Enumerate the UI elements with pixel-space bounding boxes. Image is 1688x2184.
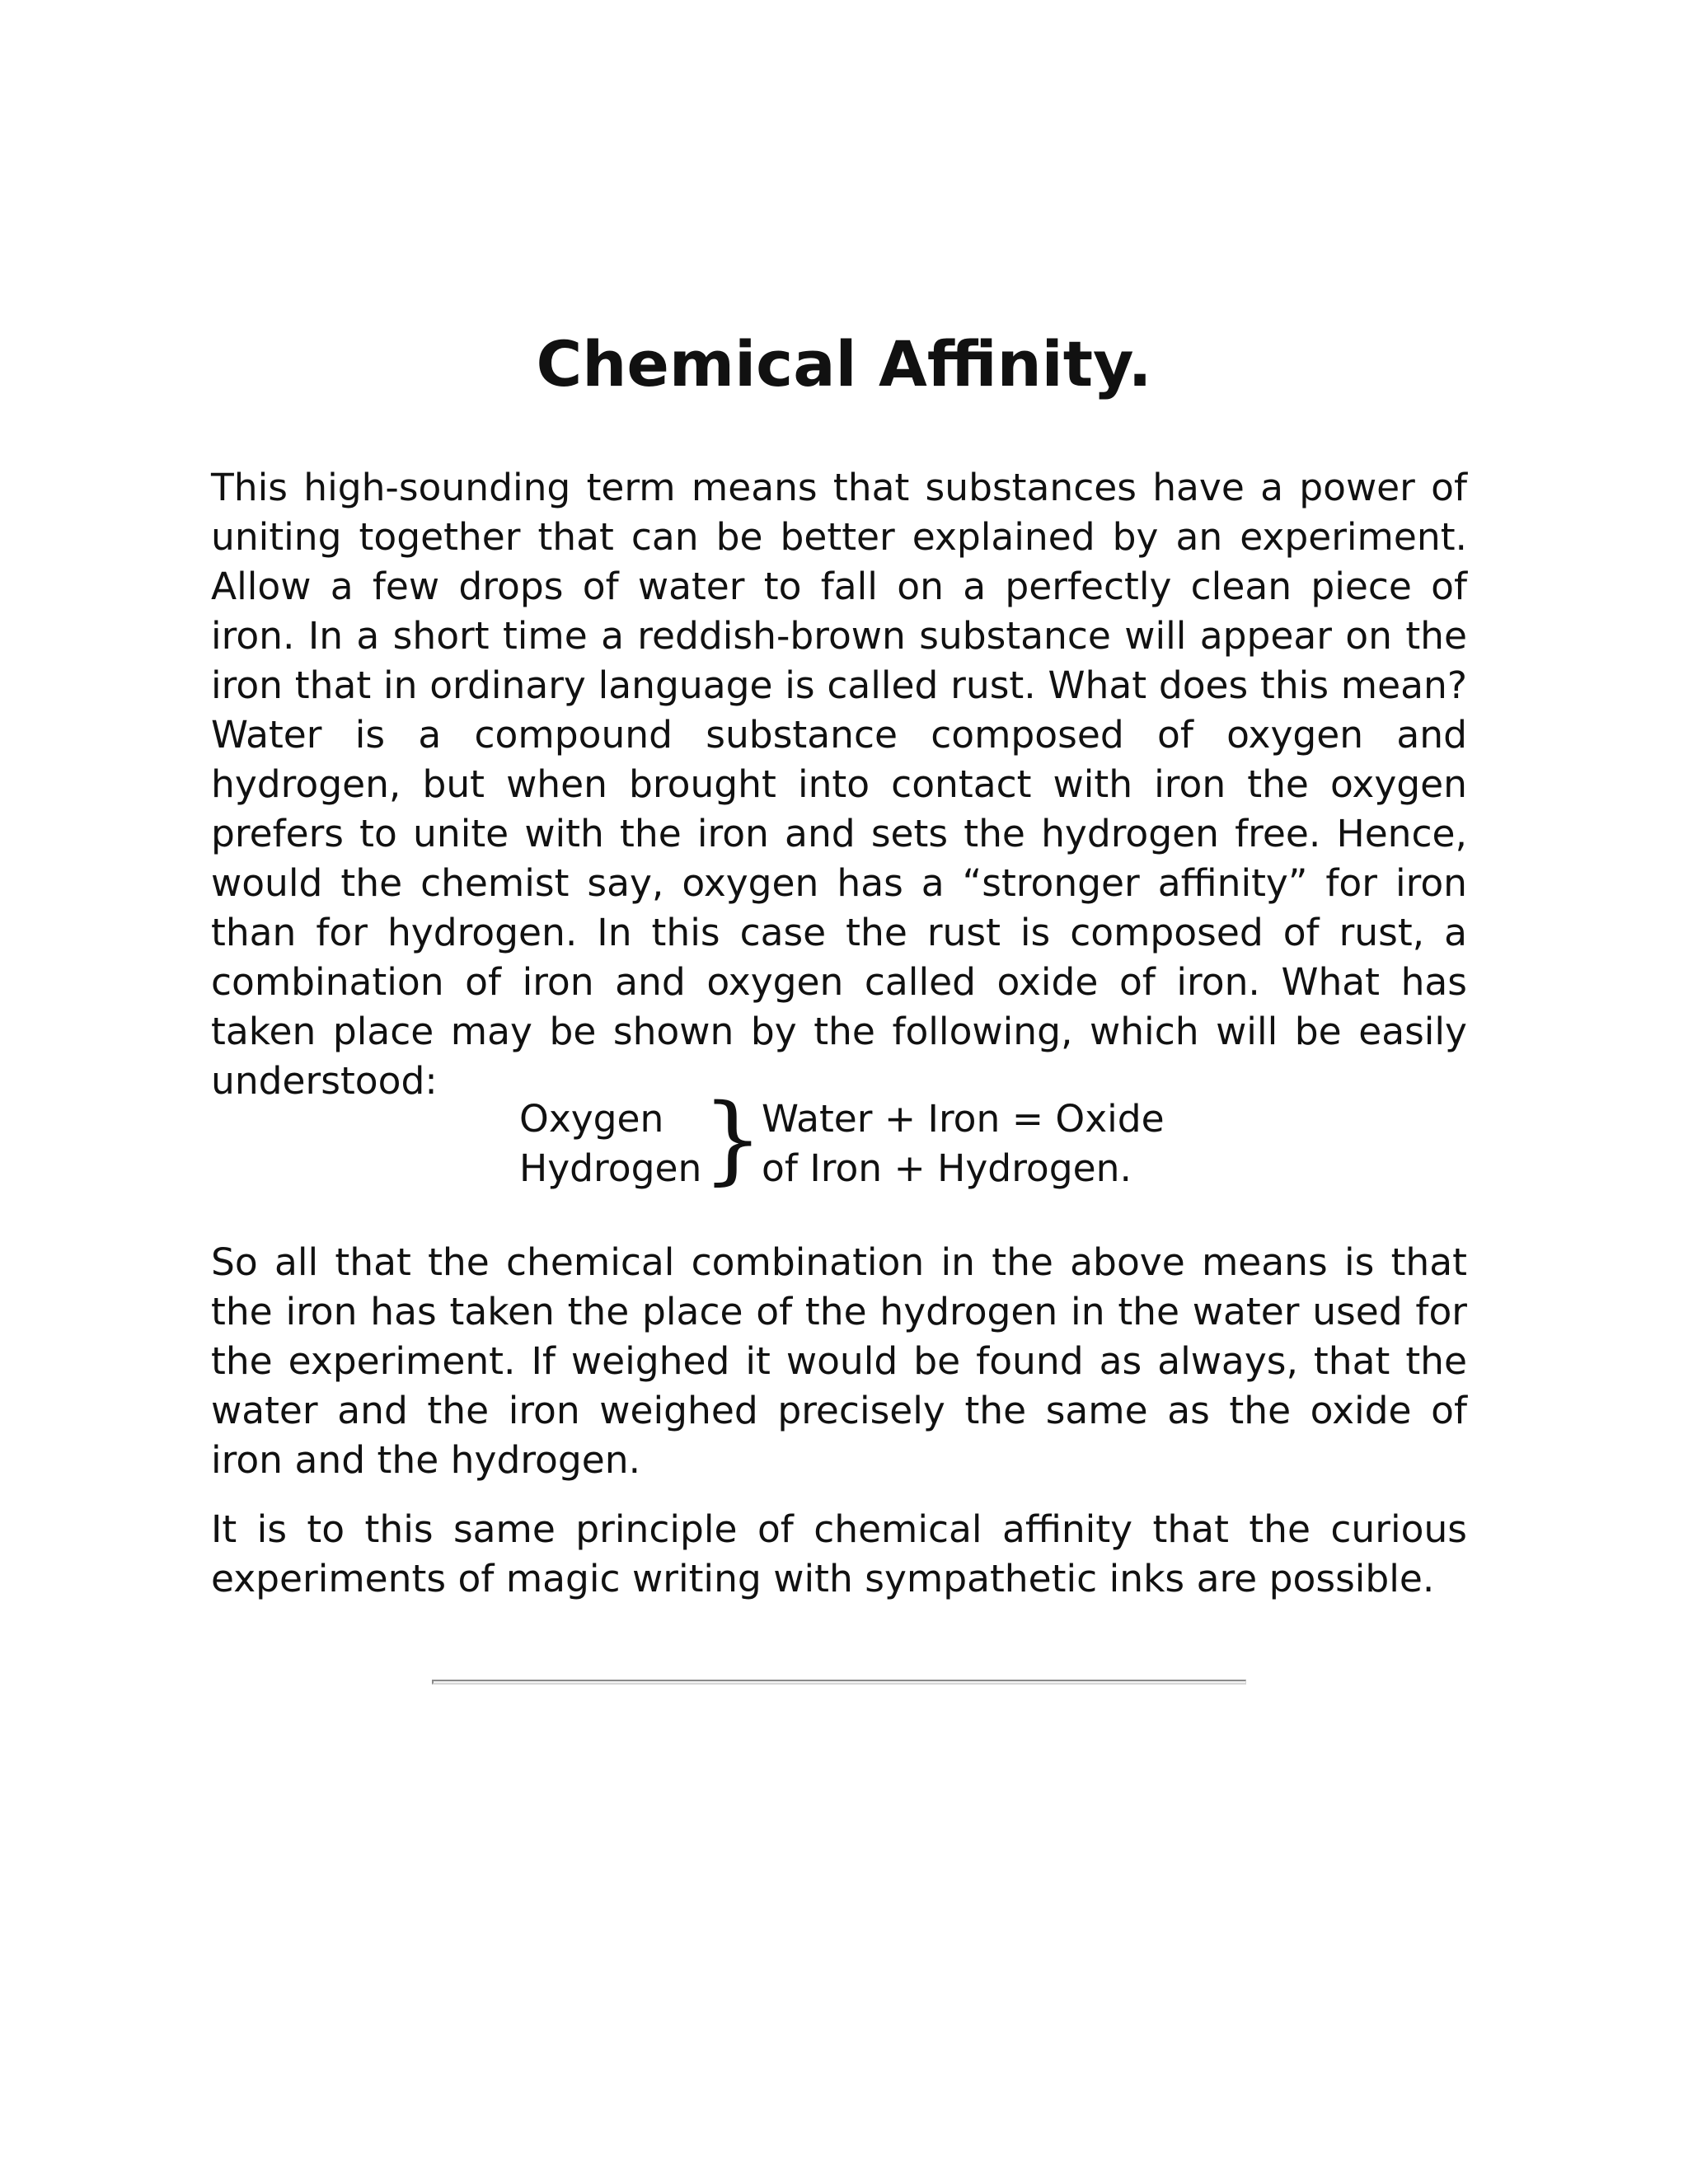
equation-result — [762, 1094, 1273, 1193]
equation-result-line-1: Water + Iron = Oxide — [762, 1097, 1165, 1141]
paragraph-explanation: So all that the chemical combination in the above means is that the iron has taken the place of the hydrogen in the water used for the experiment. If weighed it would be found as always, that the water and the iron weighed precisely the same as the oxide of iron and the hydrogen. — [211, 1240, 1467, 1482]
paragraph-intro: This high-sounding term means that substances have a power of uniting together that can be better explained by an experiment. Allow a few drops of water to fall on a perfectly clean piece of iron. In a short time a reddish-brown substance will appear on the iron that in ordinary language is called rust. What does this mean? Water is a compound substance composed of oxygen and hydrogen, but when brought into contact with iron the oxygen prefers to unite with the iron and sets the hydrogen free. Hence, would the chemist say, oxygen has a “stronger affinity” for iron than for hydrogen. In this case the rust is composed of rust, a combination of iron and oxygen called oxide of iron. What has taken place may be shown by the following, which will be easily understood: — [211, 466, 1467, 1103]
equation-hydrogen-label: Hydrogen — [519, 1146, 702, 1190]
equation-brace: } — [702, 1084, 763, 1195]
equation-reactants — [519, 1094, 709, 1193]
section-divider — [432, 1680, 1246, 1685]
equation-oxygen-label: Oxygen — [519, 1097, 664, 1141]
chemical-equation — [519, 1084, 1261, 1202]
page-title: Chemical Affinity. — [536, 327, 1152, 401]
equation-result-line-2: of Iron + Hydrogen. — [762, 1146, 1132, 1190]
paragraph-conclusion: It is to this same principle of chemical affinity that the curious experiments of magic writing with sympathetic inks are possible. — [211, 1507, 1467, 1601]
